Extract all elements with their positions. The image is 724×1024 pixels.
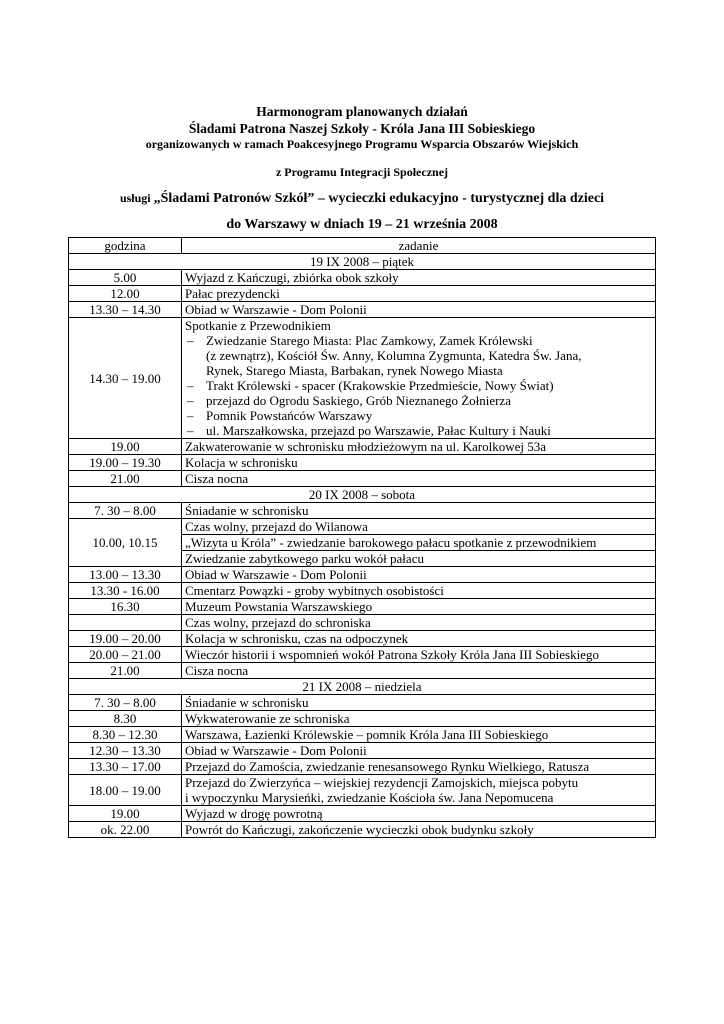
task-cell: [182, 503, 656, 519]
time-cell: ok. 22.00: [69, 822, 182, 838]
table-row: [69, 663, 656, 679]
day-row: [69, 254, 656, 270]
task-cell: [182, 759, 656, 775]
sightseeing-item-line: – Zwiedzanie Starego Miasta: Plac Zamkowy, Zamek Królewski: [206, 333, 533, 348]
sightseeing-item-line: – Pomnik Powstańców Warszawy: [206, 408, 373, 423]
time-cell: 10.00, 10.15: [69, 519, 182, 567]
task-text: Przejazd do Zamościa, zwiedzanie renesansowego Rynku Wielkiego, Ratusza: [185, 759, 590, 774]
table-row: [69, 455, 656, 471]
document-header: [0, 103, 724, 233]
sightseeing-item-line: (z zewnątrz), Kościół Św. Anny, Kolumna Zygmunta, Katedra Św. Jana,: [206, 348, 582, 363]
task-cell: [182, 806, 656, 822]
column-header-task: zadanie: [182, 238, 656, 254]
time-cell: 13.30 - 16.00: [69, 583, 182, 599]
sightseeing-item-line: Rynek, Starego Miasta, Barbakan, rynek Nowego Miasta: [206, 363, 503, 378]
task-text: Wieczór historii i wspomnień wokół Patrona Szkoły Króla Jana III Sobieskiego: [185, 647, 599, 662]
table-row: [69, 302, 656, 318]
day-label: 20 IX 2008 – sobota: [69, 487, 656, 503]
task-cell: [182, 318, 656, 439]
task-text: Pałac prezydencki: [185, 286, 280, 301]
sightseeing-item: [185, 408, 652, 423]
destination-line: do Warszawy w dniach 19 – 21 września 2008: [226, 217, 498, 232]
table-row: [69, 503, 656, 519]
task-text: Wyjazd z Kańczugi, zbiórka obok szkoły: [185, 270, 399, 285]
task-text: Wykwaterowanie ze schroniska: [185, 711, 350, 726]
table-row: [69, 286, 656, 302]
task-text: Cisza nocna: [185, 663, 249, 678]
sightseeing-item-line: – Trakt Królewski - spacer (Krakowskie Przedmieście, Nowy Świat): [206, 378, 554, 393]
time-cell: 19.00: [69, 439, 182, 455]
task-cell: [182, 583, 656, 599]
task-text: Cmentarz Powązki - groby wybitnych osobistości: [185, 583, 444, 598]
table-row: [69, 727, 656, 743]
task-text: Czas wolny, przejazd do schroniska: [185, 615, 371, 630]
task-cell: [182, 455, 656, 471]
table-row: [69, 599, 656, 615]
time-cell: 19.00 – 20.00: [69, 631, 182, 647]
sightseeing-item: [185, 423, 652, 438]
task-text: Wyjazd w drogę powrotną: [185, 806, 323, 821]
time-cell: 7. 30 – 8.00: [69, 695, 182, 711]
task-cell: [182, 270, 656, 286]
task-text: Spotkanie z Przewodnikiem: [185, 318, 331, 333]
task-cell: [182, 471, 656, 487]
time-cell: 21.00: [69, 663, 182, 679]
task-text: Warszawa, Łazienki Królewskie – pomnik Króla Jana III Sobieskiego: [185, 727, 549, 742]
table-row: [69, 711, 656, 727]
day-label: 19 IX 2008 – piątek: [69, 254, 656, 270]
task-cell: Zwiedzanie zabytkowego parku wokół pałacu: [182, 551, 656, 567]
program-line-1: organizowanych w ramach Poakcesyjnego Programu Wsparcia Obszarów Wiejskich: [145, 137, 579, 151]
service-title: „Śladami Patronów Szkół” – wycieczki edukacyjno - turystycznej dla dzieci: [153, 191, 605, 206]
table-row: [69, 318, 656, 439]
table-row: [69, 759, 656, 775]
table-header-row: [69, 238, 656, 254]
time-cell: 12.30 – 13.30: [69, 743, 182, 759]
time-cell: 13.00 – 13.30: [69, 567, 182, 583]
task-cell: [182, 439, 656, 455]
sightseeing-item: [185, 393, 652, 408]
time-cell: [69, 615, 182, 631]
task-text: Powrót do Kańczugi, zakończenie wycieczki obok budynku szkoły: [185, 822, 534, 837]
time-cell: 13.30 – 17.00: [69, 759, 182, 775]
table-row: [69, 743, 656, 759]
task-text: Obiad w Warszawie - Dom Polonii: [185, 743, 367, 758]
table-row: [69, 439, 656, 455]
task-cell: [182, 711, 656, 727]
task-cell: [182, 695, 656, 711]
task-cell: [182, 615, 656, 631]
time-cell: 20.00 – 21.00: [69, 647, 182, 663]
sightseeing-item-line: – przejazd do Ogrodu Saskiego, Grób Nieznanego Żołnierza: [206, 393, 512, 408]
task-text: Śniadanie w schronisku: [185, 503, 309, 518]
task-text: Kolacja w schronisku, czas na odpoczynek: [185, 631, 409, 646]
day-label: 21 IX 2008 – niedziela: [69, 679, 656, 695]
task-cell: [182, 647, 656, 663]
table-row: [69, 822, 656, 838]
task-text: Kolacja w schronisku: [185, 455, 298, 470]
time-cell: 16.30: [69, 599, 182, 615]
task-text: Śniadanie w schronisku: [185, 695, 309, 710]
time-cell: 8.30 – 12.30: [69, 727, 182, 743]
sightseeing-item: [185, 378, 652, 393]
time-cell: 7. 30 – 8.00: [69, 503, 182, 519]
sightseeing-item-line: – ul. Marszałkowska, przejazd po Warszawie, Pałac Kultury i Nauki: [206, 423, 551, 438]
service-line: [0, 189, 724, 207]
task-cell: [182, 599, 656, 615]
day-row: [69, 487, 656, 503]
task-text: Zakwaterowanie w schronisku młodzieżowym na ul. Karolkowej 53a: [185, 439, 547, 454]
task-line: i wypoczynku Marysieńki, zwiedzanie Kościoła św. Jana Nepomucena: [185, 790, 554, 805]
table-row: [69, 583, 656, 599]
table-row: [69, 270, 656, 286]
document-subtitle: Śladami Patrona Naszej Szkoły - Króla Jana III Sobieskiego: [188, 121, 536, 136]
task-cell: [182, 743, 656, 759]
time-cell: 14.30 – 19.00: [69, 318, 182, 439]
time-cell: 21.00: [69, 471, 182, 487]
task-text: Cisza nocna: [185, 471, 249, 486]
task-cell: [182, 302, 656, 318]
time-cell: 13.30 – 14.30: [69, 302, 182, 318]
time-cell: 18.00 – 19.00: [69, 775, 182, 806]
table-row: [69, 695, 656, 711]
task-cell: [182, 775, 656, 806]
sightseeing-list: [185, 333, 652, 438]
document-title: Harmonogram planowanych działań: [256, 104, 468, 119]
task-cell: [182, 822, 656, 838]
table-row: [69, 631, 656, 647]
sightseeing-item: [185, 333, 652, 378]
column-header-time: godzina: [69, 238, 182, 254]
day-row: [69, 679, 656, 695]
time-cell: 5.00: [69, 270, 182, 286]
table-row: [69, 615, 656, 631]
table-row: [69, 471, 656, 487]
table-row: [69, 775, 656, 806]
task-text: Obiad w Warszawie - Dom Polonii: [185, 302, 367, 317]
task-cell: „Wizyta u Króla” - zwiedzanie barokowego pałacu spotkanie z przewodnikiem: [182, 535, 656, 551]
task-cell: [182, 727, 656, 743]
time-cell: 19.00 – 19.30: [69, 455, 182, 471]
task-cell: Czas wolny, przejazd do Wilanowa: [182, 519, 656, 535]
time-cell: 8.30: [69, 711, 182, 727]
schedule-table: [68, 237, 656, 838]
table-row: [69, 567, 656, 583]
task-cell: [182, 286, 656, 302]
service-prefix: usługi: [119, 191, 154, 205]
task-text: Muzeum Powstania Warszawskiego: [185, 599, 373, 614]
task-cell: [182, 631, 656, 647]
task-cell: [182, 663, 656, 679]
task-text: Obiad w Warszawie - Dom Polonii: [185, 567, 367, 582]
task-cell: [182, 567, 656, 583]
time-cell: 19.00: [69, 806, 182, 822]
table-row: [69, 647, 656, 663]
time-cell: 12.00: [69, 286, 182, 302]
program-line-2: z Programu Integracji Społecznej: [275, 165, 449, 179]
task-line: Przejazd do Zwierzyńca – wiejskiej rezydencji Zamojskich, miejsca pobytu: [185, 775, 579, 790]
table-row: [69, 806, 656, 822]
table-row: [69, 519, 656, 535]
